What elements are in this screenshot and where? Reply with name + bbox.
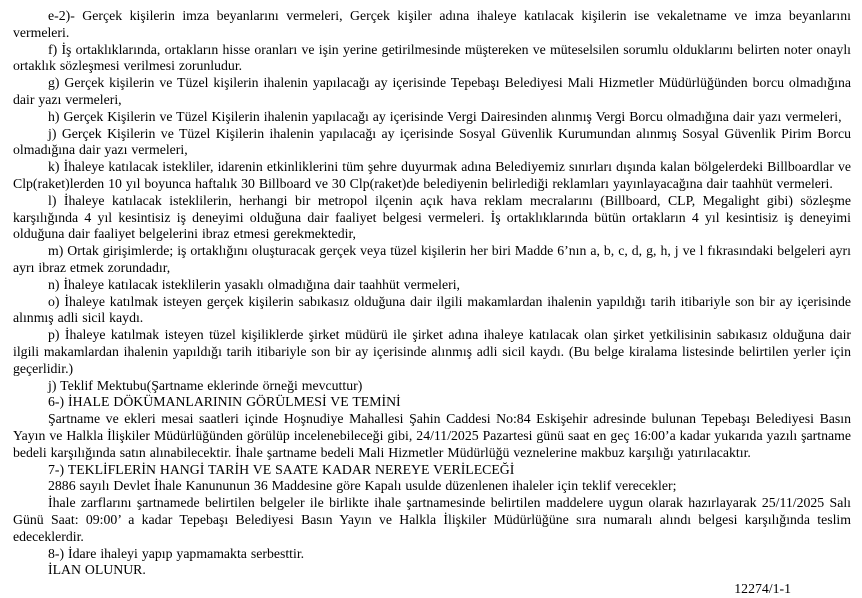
paragraph: j) Gerçek Kişilerin ve Tüzel Kişilerin ihalenin yapılacağı ay içerisinde Sosyal Güvenlik Kurumundan alınmış Sosyal Güvenlik Pirim Borcu olmadığına dair yazı vermeleri, [13,125,851,158]
paragraph: f) İş ortaklıklarında, ortakların hisse oranları ve işin yerine getirilmesinde müştereken ve müteselsilen sorumlu olduklarını belirten noter onaylı ortaklık sözleşmesi verilmesi zorunludur. [13,41,851,74]
paragraph: İLAN OLUNUR. [48,562,146,578]
paragraph: h) Gerçek Kişilerin ve Tüzel Kişilerin ihalenin yapılacağı ay içerisinde Vergi Dairesinden alınmış Vergi Borcu olmadığına dair yazı vermeleri, [48,108,842,124]
paragraph: n) İhaleye katılacak isteklilerin yasaklı olmadığına dair taahhüt vermeleri, [48,276,460,292]
paragraph: j) Teklif Mektubu(Şartname eklerinde örneği mevcuttur) [48,377,363,393]
paragraph: 2886 sayılı Devlet İhale Kanununun 36 Maddesine göre Kapalı usulde düzenlenen ihaleler için teklif verecekler; [48,478,677,494]
paragraph: o) İhaleye katılmak isteyen gerçek kişilerin sabıkasız olduğuna dair ilgili makamlardan ihalenin yapıldığı tarih itibariyle son bir ay içerisinde alınmış adli sicil kaydı. [13,293,851,326]
paragraph: 6-) İHALE DÖKÜMANLARININ GÖRÜLMESİ VE TEMİNİ [48,394,401,410]
paragraph: İhale zarflarını şartnamede belirtilen belgeler ile birlikte ihale şartnamesinde belirtilen maddelere uygun olarak hazırlayarak 25/11/2025 Salı Günü Saat: 09:00’ a kadar Tepebaşı Belediyesi Basın Yayın ve Halkla İlişkiler Müdürlüğüne sıra numaralı alındı belgesi karşılığında teslim edeceklerdir. [13,495,851,544]
paragraph: p) İhaleye katılmak isteyen tüzel kişiliklerde şirket müdürü ile şirket adına ihaleye katılacak olan şirket yetkilisinin sabıkasız olduğuna dair ilgili makamlardan ihalenin yapıldığı tarih itibariyle son bir ay içerisinde alınmış adli sicil kaydı. (Bu belge kiralama listesinde belirtilen yerler için geçerlidir.) [13,327,851,376]
paragraph: l) İhaleye katılacak isteklilerin, herhangi bir metropol ilçenin açık hava reklam mecralarını (Billboard, CLP, Megalight gibi) sözleşme karşılığında 4 yıl kesintisiz iş deneyimi olduğuna dair faaliyet belgesi vermeleri. İş ortaklıklarında bütün ortakların 4 yıl kesintisiz iş deneyimi olduğuna dair faaliyet belgelerini ibraz etmesi gerekmektedir, [13,192,851,242]
paragraph: e-2)- Gerçek kişilerin imza beyanlarını vermeleri, Gerçek kişiler adına ihaleye katılacak kişilerin ise vekaletname ve imza beyanlarını vermeleri. [13,8,851,40]
paragraph: g) Gerçek kişilerin ve Tüzel kişilerin ihalenin yapılacağı ay içerisinde Tepebaşı Belediyesi Mali Hizmetler Müdürlüğünden borcu olmadığına dair yazı vermeleri, [13,75,851,107]
paragraph: k) İhaleye katılacak istekliler, idarenin etkinliklerini tüm şehre duyurmak adına Belediyemiz sınırları dışında kalan bölgelerdeki Billboardlar ve Clp(raket)lerden 10 yıl boyunca haftalık 30 Billboard ve 30 Clp(raket)de belediyenin belirlediği reklamları yayınlayacağına dair taahhüt vermeleri. [13,159,851,191]
paragraph: m) Ortak girişimlerde; iş ortaklığını oluşturacak gerçek veya tüzel kişilerin her biri Madde 6’nın a, b, c, d, g, h, j ve l fıkrasındaki belgeleri ayrı ayrı ibraz etmek zorundadır, [13,243,851,275]
paragraphs [13,8,851,579]
paragraph: Şartname ve ekleri mesai saatleri içinde Hoşnudiye Mahallesi Şahin Caddesi No:84 Eskişehir adresinde bulunan Tepebaşı Belediyesi Basın Yayın ve Halkla İlişkiler Müdürlüğünden görülüp incelenebileceği gibi, 24/11/2025 Pazartesi günü saat en geç 16:00’a kadar yukarıda yazılı şartname bedeli karşılığında satın alınabilecektir. İhale şartname bedeli Mali Hizmetler Müdürlüğü veznelerine makbuz karşılığı yatırılacaktır. [13,411,851,460]
document-ref-number: 12274/1-1 [734,581,791,597]
paragraph: 7-) TEKLİFLERİN HANGİ TARİH VE SAATE KADAR NEREYE VERİLECEĞİ [48,461,515,477]
paragraph: 8-) İdare ihaleyi yapıp yapmamakta serbesttir. [48,545,305,561]
